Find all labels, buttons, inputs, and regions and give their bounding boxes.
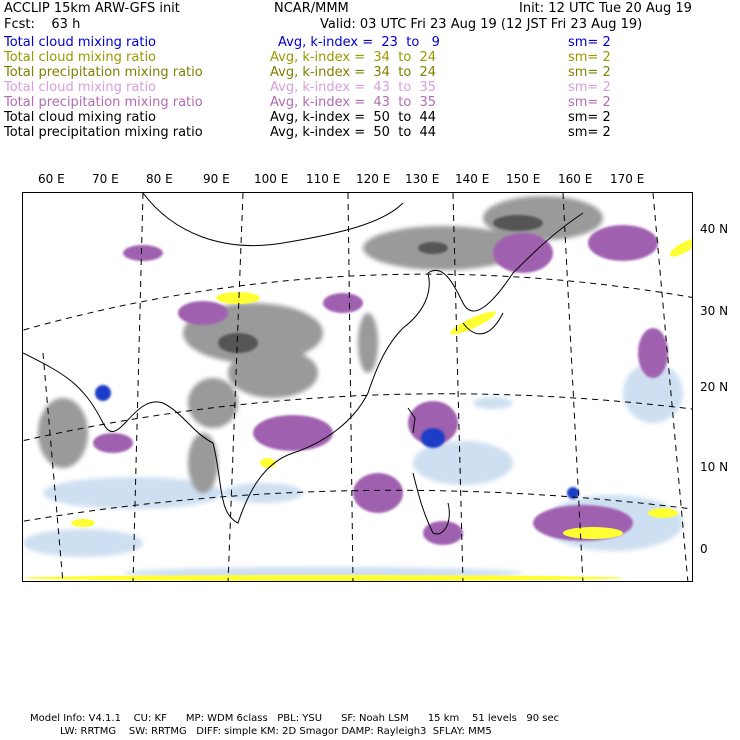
model-info-line1: Model Info: V4.1.1 CU: KF MP: WDM 6class PBL: YSU SF: Noah LSM 15 km 51 levels 90 sec [30,713,560,724]
latitude-label: 30 N [700,304,729,318]
field-name: Total cloud mixing ratio [4,50,157,65]
init-time: Init: 12 UTC Tue 20 Aug 19 [519,1,692,16]
model-title: ACCLIP 15km ARW-GFS init [4,1,180,16]
field-smoothing: sm= 2 [568,35,611,50]
latitude-label: 0 [700,542,708,556]
valid-time: Valid: 03 UTC Fri 23 Aug 19 (12 JST Fri 23 Aug 19) [320,17,643,32]
forecast-hour: Fcst: 63 h [4,17,81,32]
latitude-label: 40 N [700,222,729,236]
field-avg: Avg, k-index = 50 to 44 [270,110,437,125]
longitude-label: 160 E [558,172,593,186]
longitude-label: 80 E [146,172,173,186]
longitude-label: 170 E [610,172,645,186]
field-smoothing: sm= 2 [568,110,611,125]
longitude-label: 60 E [38,172,65,186]
field-smoothing: sm= 2 [568,50,611,65]
weather-map [23,193,693,582]
field-avg: Avg, k-index = 50 to 44 [270,125,437,140]
field-name: Total cloud mixing ratio [4,110,157,125]
field-smoothing: sm= 2 [568,65,611,80]
org-label: NCAR/MMM [274,1,349,16]
field-name: Total cloud mixing ratio [4,35,157,50]
longitude-label: 90 E [203,172,230,186]
field-avg: Avg, k-index = 23 to 9 [278,35,440,50]
longitude-label: 140 E [455,172,490,186]
field-avg: Avg, k-index = 34 to 24 [270,65,437,80]
longitude-label: 130 E [405,172,440,186]
longitude-label: 110 E [306,172,341,186]
field-avg: Avg, k-index = 43 to 35 [270,95,437,110]
longitude-label: 70 E [92,172,119,186]
model-info-line2: LW: RRTMG SW: RRTMG DIFF: simple KM: 2D Smagor DAMP: Rayleigh3 SFLAY: MM5 [60,726,492,737]
field-name: Total precipitation mixing ratio [4,95,203,110]
latitude-label: 20 N [700,380,729,394]
field-name: Total precipitation mixing ratio [4,125,203,140]
longitude-label: 120 E [356,172,391,186]
field-avg: Avg, k-index = 43 to 35 [270,80,437,95]
field-avg: Avg, k-index = 34 to 24 [270,50,437,65]
field-name: Total cloud mixing ratio [4,80,157,95]
latitude-label: 10 N [700,460,729,474]
field-name: Total precipitation mixing ratio [4,65,203,80]
field-smoothing: sm= 2 [568,80,611,95]
field-smoothing: sm= 2 [568,95,611,110]
field-smoothing: sm= 2 [568,125,611,140]
longitude-label: 100 E [254,172,289,186]
longitude-label: 150 E [506,172,541,186]
map-panel [22,192,693,582]
